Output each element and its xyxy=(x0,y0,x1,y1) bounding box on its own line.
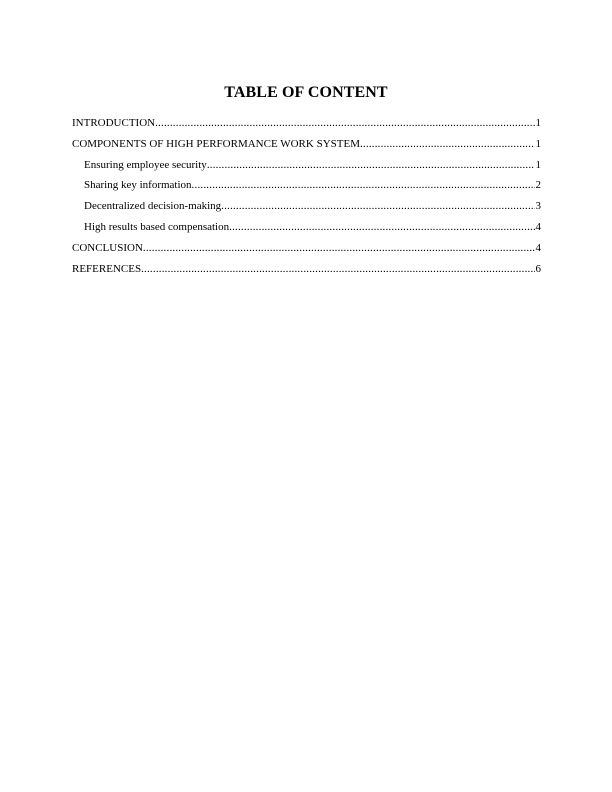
toc-entry-label: REFERENCES xyxy=(72,262,142,275)
toc-entry-label: COMPONENTS OF HIGH PERFORMANCE WORK SYSTEM xyxy=(72,137,360,150)
toc-entry-components[interactable] xyxy=(72,137,541,158)
toc-entry-references[interactable] xyxy=(72,262,541,283)
toc-entry-label: Sharing key information xyxy=(84,179,192,192)
toc-entry-label: CONCLUSION xyxy=(72,241,143,254)
toc-page-number: 6 xyxy=(535,262,541,275)
toc-entry-label: Ensuring employee security xyxy=(84,158,207,171)
toc-list xyxy=(72,116,541,282)
toc-entry-compensation[interactable] xyxy=(72,220,541,241)
toc-dot-leader xyxy=(229,220,534,234)
toc-page-number: 1 xyxy=(535,137,541,150)
toc-dot-leader xyxy=(207,158,535,172)
toc-page-number: 1 xyxy=(535,158,541,171)
toc-dot-leader xyxy=(360,137,535,151)
toc-entry-label: High results based compensation xyxy=(84,220,230,233)
toc-entry-conclusion[interactable] xyxy=(72,241,541,262)
toc-dot-leader xyxy=(221,199,534,213)
toc-page-number: 4 xyxy=(535,220,541,233)
toc-entry-employee-security[interactable] xyxy=(72,158,541,179)
toc-page-number: 1 xyxy=(535,117,541,129)
toc-dot-leader xyxy=(141,262,534,276)
toc-dot-leader xyxy=(155,116,534,130)
toc-page-number: 4 xyxy=(535,241,541,254)
toc-dot-leader xyxy=(143,241,535,255)
toc-entry-introduction[interactable] xyxy=(72,116,541,137)
toc-dot-leader xyxy=(192,178,535,192)
toc-entry-label: INTRODUCTION xyxy=(72,117,156,129)
toc-page-number: 3 xyxy=(535,200,541,213)
toc-entry-label: Decentralized decision-making xyxy=(84,200,222,213)
toc-title: TABLE OF CONTENT xyxy=(224,84,388,101)
toc-entry-decentralized-decision-making[interactable] xyxy=(72,199,541,220)
toc-page-number: 2 xyxy=(535,179,541,192)
toc-entry-sharing-information[interactable] xyxy=(72,178,541,199)
